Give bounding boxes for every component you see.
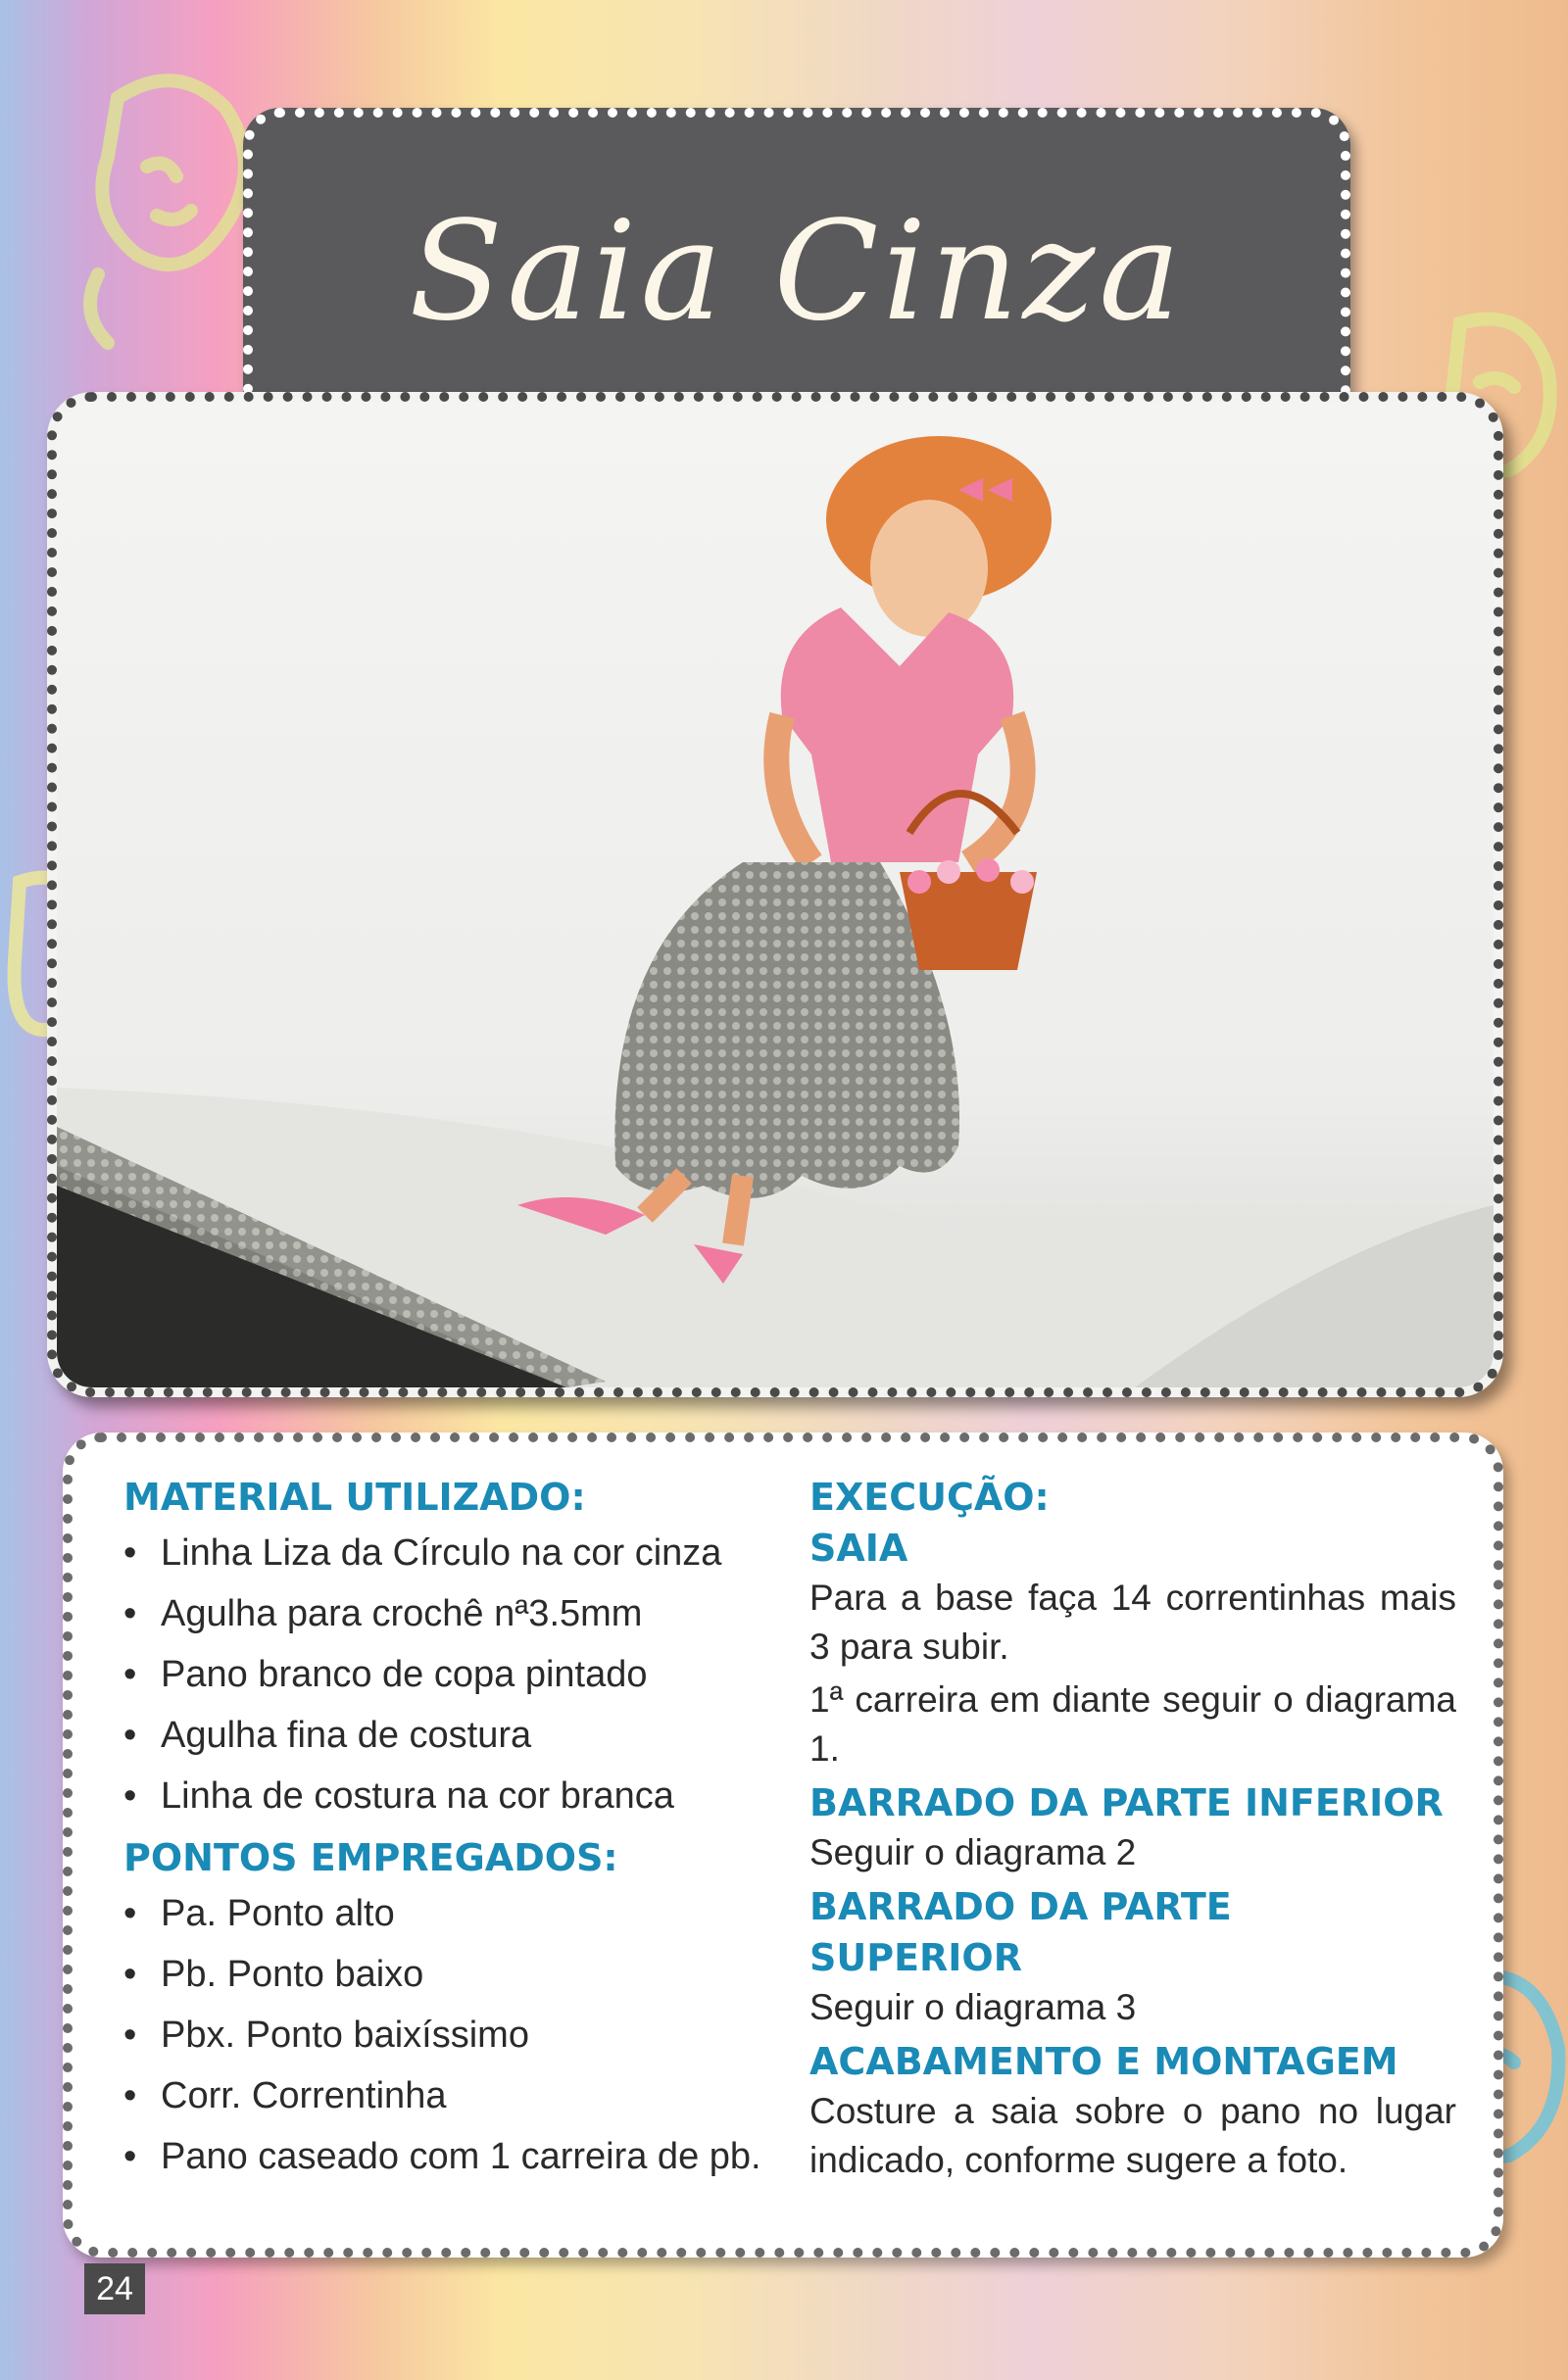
page-title: Saia Cinza <box>409 192 1185 352</box>
title-banner <box>243 108 1350 436</box>
saia-paragraph-2: 1ª carreira em diante seguir o diagrama 1. <box>809 1679 1456 1769</box>
instructions-panel <box>63 1433 1503 2258</box>
list-item: • Linha Liza da Círculo na cor cinza <box>123 1523 770 1583</box>
list-item: • Pb. Ponto baixo <box>123 1944 770 2005</box>
acabamento-heading: ACABAMENTO E MONTAGEM <box>809 2040 1398 2083</box>
pontos-list <box>123 1883 770 2187</box>
list-item: • Pa. Ponto alto <box>123 1883 770 1944</box>
material-list <box>123 1523 770 1826</box>
saia-paragraph-1: Para a base faça 14 correntinhas mais 3 para subir. <box>809 1578 1456 1667</box>
photo-illustration <box>57 402 1494 1387</box>
execucao-heading: EXECUÇÃO: <box>809 1476 1050 1519</box>
list-item: • Agulha fina de costura <box>123 1705 770 1766</box>
inferior-heading: BARRADO DA PARTE INFERIOR <box>809 1781 1444 1824</box>
superior-text: Seguir o diagrama 3 <box>809 1987 1137 2027</box>
list-item: • Pano branco de copa pintado <box>123 1644 770 1705</box>
list-item: • Pbx. Ponto baixíssimo <box>123 2005 770 2065</box>
list-item: • Linha de costura na cor branca <box>123 1766 770 1826</box>
material-heading: MATERIAL UTILIZADO: <box>123 1476 586 1519</box>
list-item: • Pano caseado com 1 carreira de pb. <box>123 2126 770 2187</box>
inferior-text: Seguir o diagrama 2 <box>809 1832 1137 1872</box>
saia-heading: SAIA <box>809 1527 908 1570</box>
pontos-heading: PONTOS EMPREGADOS: <box>123 1836 618 1879</box>
list-item: • Agulha para crochê nª3.5mm <box>123 1583 770 1644</box>
project-photo <box>47 392 1503 1397</box>
list-item: • Corr. Correntinha <box>123 2065 770 2126</box>
execution-column <box>809 1472 1456 2189</box>
figure-face <box>870 500 988 637</box>
acabamento-text: Costure a saia sobre o pano no lugar indicado, conforme sugere a foto. <box>809 2091 1456 2180</box>
superior-heading: BARRADO DA PARTE SUPERIOR <box>809 1885 1232 1979</box>
materials-column <box>123 1472 770 2193</box>
page-number: 24 <box>84 2263 145 2314</box>
